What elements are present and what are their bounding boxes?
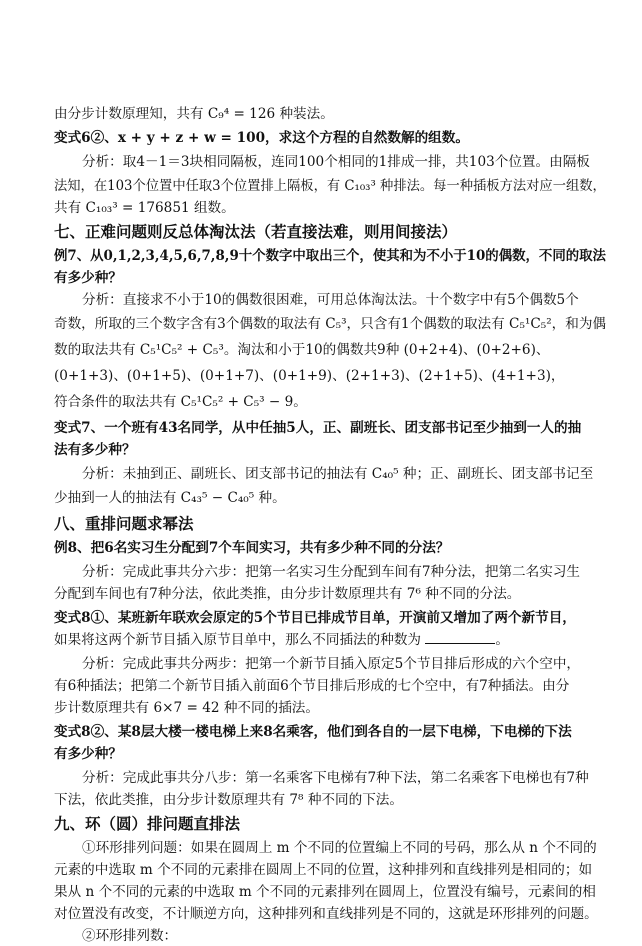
analysis-line: 分析：直接求不小于10的偶数很困难，可用总体淘汰法。十个数字中有5个偶数5个	[82, 292, 579, 308]
text-line: 元素的中选取 m 个不同的元素排在圆周上不同的位置，这种排列和直线排列是相同的；如	[54, 862, 593, 878]
example-heading: 例7、从0,1,2,3,4,5,6,7,8,9十个数字中取出三个，使其和为不小于10的偶数，不同的取法	[54, 248, 606, 264]
variant-heading: 变式8②、某8层大楼一楼电梯上来8名乘客，他们到各自的一层下电梯，下电梯的下法	[54, 724, 572, 740]
text-line: 共有 C₁₀₃³ = 176851 组数。	[54, 200, 235, 216]
variant-heading: 变式6②、x + y + z + w = 100，求这个方程的自然数解的组数。	[54, 130, 469, 146]
analysis-line: 分析：取4－1＝3块相同隔板，连同100个相同的1排成一排，共103个位置。由隔板	[82, 154, 590, 170]
section-heading: 七、正难问题则反总体淘汰法（若直接法难，则用间接法）	[54, 223, 458, 241]
variant-heading-cont: 法有多少种？	[54, 442, 136, 458]
analysis-line: 分析：完成此事共分六步：把第一名实习生分配到车间有7种分法，把第二名实习生	[82, 564, 581, 580]
text-line: (0+1+3)、(0+1+5)、(0+1+7)、(0+1+9)、(2+1+3)、(2+1+5)、(4+1+3)，	[54, 368, 565, 384]
variant-heading: 变式8①、某班新年联欢会原定的5个节目已排成节目单，开演前又增加了两个新节目，	[54, 610, 576, 626]
text-line: 分配到车间也有7种分法，依此类推，由分步计数原理共有 7⁶ 种不同的分法。	[54, 586, 521, 602]
question-text: 如果将这两个新节目插入原节目单中，那么不同插法的种数为	[54, 632, 422, 648]
text-line: ②环形排列数：	[82, 928, 178, 944]
text-line: 如果将这两个新节目插入原节目单中，那么不同插法的种数为 。	[54, 632, 509, 648]
section-heading: 八、重排问题求幂法	[54, 515, 194, 533]
variant-heading-cont: 有多少种？	[54, 746, 122, 762]
analysis-line: 分析：未抽到正、副班长、团支部书记的抽法有 C₄₀⁵ 种；正、副班长、团支部书记至	[82, 466, 594, 482]
text-line: 对位置没有改变，不计顺逆方向，这种排列和直线排列是不同的，这就是环形排列的问题。	[54, 906, 598, 922]
text-line: 符合条件的取法共有 C₅¹C₅² + C₅³ − 9。	[54, 394, 307, 410]
text-line: 奇数，所取的三个数字含有3个偶数的取法有 C₅³，只含有1个偶数的取法有 C₅¹C₅²，和为偶	[54, 316, 607, 332]
text-line: 法知，在103个位置中任取3个位置排上隔板，有 C₁₀₃³ 种排法。每一种插板方法对应一组数，	[54, 178, 606, 194]
text-line: ①环形排列问题：如果在圆周上 m 个不同的位置编上不同的号码，那么从 n 个不同的	[82, 840, 597, 856]
answer-blank	[425, 631, 495, 644]
text-line: 数的取法共有 C₅¹C₅² + C₅³。淘汰和小于10的偶数共9种 (0+2+4)、(0+2+6)、	[54, 342, 550, 358]
text-line: 下法，依此类推，由分步计数原理共有 7⁸ 种不同的下法。	[54, 792, 403, 808]
text-line: 果从 n 个不同的元素的中选取 m 个不同的元素排列在圆周上，位置没有编号，元素间的相	[54, 884, 596, 900]
analysis-line: 分析：完成此事共分八步：第一名乘客下电梯有7种下法，第二名乘客下电梯也有7种	[82, 770, 589, 786]
analysis-line: 分析：完成此事共分两步：把第一个新节目插入原定5个节目排后形成的六个空中，	[82, 656, 581, 672]
example-heading: 例8、把6名实习生分配到7个车间实习，共有多少种不同的分法？	[54, 540, 450, 556]
text-line: 由分步计数原理知，共有 C₉⁴ = 126 种装法。	[54, 106, 334, 122]
example-heading-cont: 有多少种？	[54, 270, 122, 286]
text-line: 有6种插法；把第二个新节目插入前面6个节目排后形成的七个空中，有7种插法。由分	[54, 678, 570, 694]
text-line: 少抽到一人的抽法有 C₄₃⁵ − C₄₀⁵ 种。	[54, 490, 286, 506]
section-heading: 九、环（圆）排问题直排法	[54, 815, 241, 833]
text-line: 步计数原理共有 6×7 = 42 种不同的插法。	[54, 700, 319, 716]
variant-heading: 变式7、一个班有43名同学，从中任抽5人，正、副班长、团支部书记至少抽到一人的抽	[54, 420, 582, 436]
